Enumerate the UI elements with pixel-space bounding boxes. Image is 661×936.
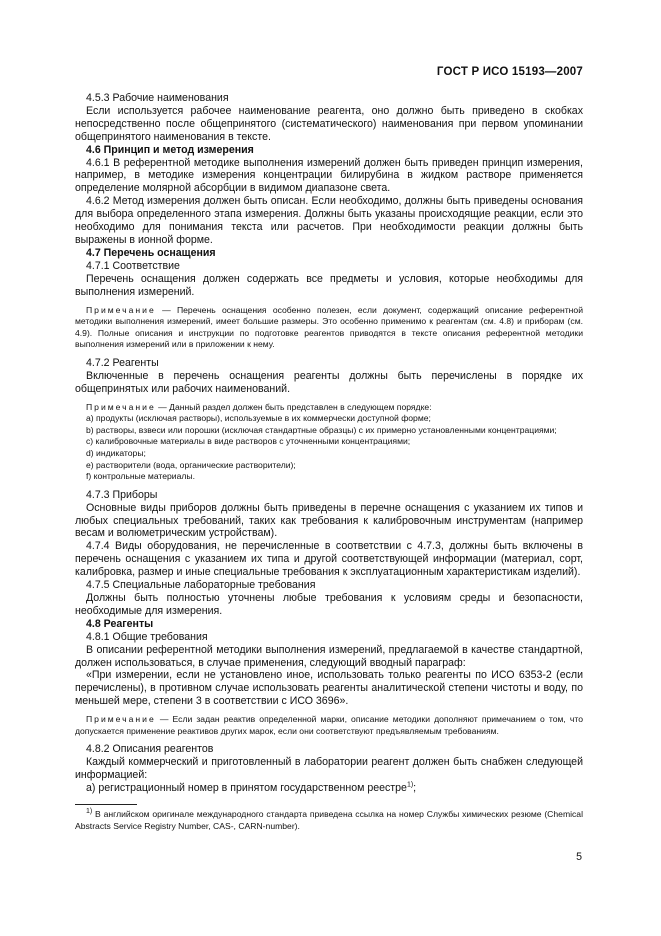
- body-paragraph: [75, 782, 583, 795]
- footnote: [75, 809, 583, 832]
- body-paragraph: [75, 357, 583, 370]
- body-paragraph: [75, 157, 583, 196]
- note-paragraph: [75, 460, 583, 472]
- note-paragraph: [75, 436, 583, 448]
- body-paragraph: [75, 260, 583, 273]
- footnote-mark: 1): [86, 808, 93, 816]
- note-paragraph: [75, 714, 583, 737]
- note-label: Примечание: [86, 304, 156, 315]
- paragraph-text: e) растворители (вода, органические растворители);: [86, 459, 296, 470]
- body-paragraph: [75, 644, 583, 670]
- paragraph-text: 4.8.1 Общие требования: [86, 630, 208, 643]
- paragraph-text: a) продукты (исключая растворы), используемые в их коммерчески доступной форме;: [86, 413, 431, 424]
- paragraph-text: 4.7.5 Специальные лабораторные требования: [86, 579, 316, 592]
- paragraph-text: 4.7.2 Реагенты: [86, 356, 159, 369]
- body-paragraph: [75, 370, 583, 396]
- section-heading: [75, 144, 583, 157]
- paragraph-text: c) калибровочные материалы в виде растворов с уточненными концентрациями;: [86, 436, 411, 447]
- body-paragraph: [75, 743, 583, 756]
- body-paragraph: [75, 669, 583, 708]
- paragraph-text: 4.7.1 Соответствие: [86, 259, 180, 272]
- note-paragraph: [75, 471, 583, 483]
- document-body: [75, 92, 583, 832]
- paragraph-text: 4.8 Реагенты: [86, 617, 154, 630]
- body-paragraph: [75, 105, 583, 144]
- paragraph-text: 4.5.3 Рабочие наименования: [86, 92, 229, 104]
- body-paragraph: [75, 489, 583, 502]
- note-paragraph: [75, 413, 583, 425]
- note-paragraph: [75, 305, 583, 351]
- paragraph-text: — Если задан реактив определенной марки, описание методики дополняют примечанием о том, что допускается применение реактивов других марок, если они соответствуют предъявляемым требованиям.: [75, 714, 583, 736]
- paragraph-text: Если используется рабочее наименование реагента, оно должно быть приведено в скобках непосредственно после общепринятого (систематического) наименования при первом упоминании общепринятого наименования в тексте.: [75, 104, 583, 143]
- note-label: Примечание: [86, 714, 156, 725]
- paragraph-text: Основные виды приборов должны быть приведены в перечне оснащения с указанием их типов и любых специальных требований, таких как требования к калибровочным инструментам (например весам и волюметрическим устройствам).: [75, 501, 583, 540]
- page-number: 5: [576, 851, 582, 863]
- section-heading: [75, 247, 583, 260]
- note-paragraph: [75, 402, 583, 414]
- paragraph-text: Перечень оснащения должен содержать все предметы и условия, которые необходимы для выполнения измерений.: [75, 272, 583, 298]
- paragraph-text: a) регистрационный номер в принятом государственном реестре: [86, 782, 407, 795]
- body-paragraph: [75, 756, 583, 782]
- note-label: Примечание: [86, 401, 156, 412]
- footnote-separator: [75, 804, 137, 805]
- paragraph-text: 4.7.4 Виды оборудования, не перечисленные в соответствии с 4.7.3, должны быть включены в перечень оснащения с указанием их типа и другой соответствующей информации (материал, сорт, калибровка, размер и иные специальные требования к эксплуатационным характеристикам изделий).: [75, 540, 583, 579]
- paragraph-text: В описании референтной методики выполнения измерений, предлагаемой в качестве стандартной, должен использоваться, в случае применения, следующий вводный параграф:: [75, 643, 583, 669]
- paragraph-text: 4.7 Перечень оснащения: [86, 246, 216, 259]
- paragraph-text: Должны быть полностью уточнены любые требования к условиям среды и безопасности, необходимые для измерения.: [75, 592, 583, 617]
- paragraph-text: 4.6.1 В референтной методике выполнения измерений должен быть приведен принцип измерения, например, в методике измерения концентрации билирубина в жидком растворе применяется определение молярной абсорбции в видимом диапазоне света.: [75, 156, 583, 195]
- paragraph-text: 4.6.2 Метод измерения должен быть описан. Если необходимо, должны быть приведены основания для выбора определенного этапа измерения. Должны быть указаны происходящие реакции, если это необходимо для понимания текста или расчетов. При необходимости реакции должны быть выражены в ионной форме.: [75, 195, 583, 246]
- paragraph-text: — Перечень оснащения особенно полезен, если документ, содержащий описание референтной методики выполнения измерений, имеет большие размеры. Это особенно применимо к реагентам (см. 4.8) и приборам (см. 4.9). Полные описания и инструкции по подготовке реагентов приводятся в тексте описания референтной методики выполнения измерений или в приложении к нему.: [75, 304, 583, 350]
- paragraph-text: 4.6 Принцип и метод измерения: [86, 143, 254, 156]
- paragraph-text: — Данный раздел должен быть представлен в следующем порядке:: [158, 401, 432, 412]
- body-paragraph: [75, 502, 583, 541]
- paragraph-text: 4.7.3 Приборы: [86, 488, 158, 501]
- paragraph-text: b) растворы, взвеси или порошки (исключая стандартные образцы) с их примерно установленными концентрациями;: [86, 424, 557, 435]
- footnote-reference[interactable]: 1): [406, 781, 414, 789]
- paragraph-text: Каждый коммерческий и приготовленный в лаборатории реагент должен быть снабжен следующей информацией:: [75, 756, 583, 782]
- note-paragraph: [75, 425, 583, 437]
- body-paragraph: [75, 92, 583, 105]
- body-paragraph: [75, 579, 583, 592]
- note-paragraph: [75, 448, 583, 460]
- paragraph-text: f) контрольные материалы.: [86, 471, 195, 482]
- section-heading: [75, 618, 583, 631]
- body-paragraph: [75, 540, 583, 579]
- footnote-text: В английском оригинале международного стандарта приведена ссылка на номер Службы химических резюме (Chemical Abstracts Service Registry Number, CAS-, CARN-number).: [75, 808, 583, 831]
- paragraph-text: Включенные в перечень оснащения реагенты должны быть перечислены в порядке их общепринятых или рабочих наименований.: [75, 369, 583, 395]
- paragraph-text: 4.8.2 Описания реагентов: [86, 743, 214, 756]
- body-paragraph: [75, 195, 583, 247]
- paragraph-text: d) индикаторы;: [86, 447, 146, 458]
- paragraph-text: «При измерении, если не установлено иное, использовать только реагенты по ИСО 6353-2 (если перечислены), в противном случае использовать реагенты аналитической степени чистоты и воду, по меньшей мере, степени 3 в соответствии с ИСО 3696».: [75, 669, 583, 708]
- paragraph-tail: ;: [413, 782, 417, 795]
- body-paragraph: [75, 273, 583, 299]
- document-header: ГОСТ Р ИСО 15193—2007: [436, 66, 583, 78]
- body-paragraph: [75, 592, 583, 618]
- body-paragraph: [75, 631, 583, 644]
